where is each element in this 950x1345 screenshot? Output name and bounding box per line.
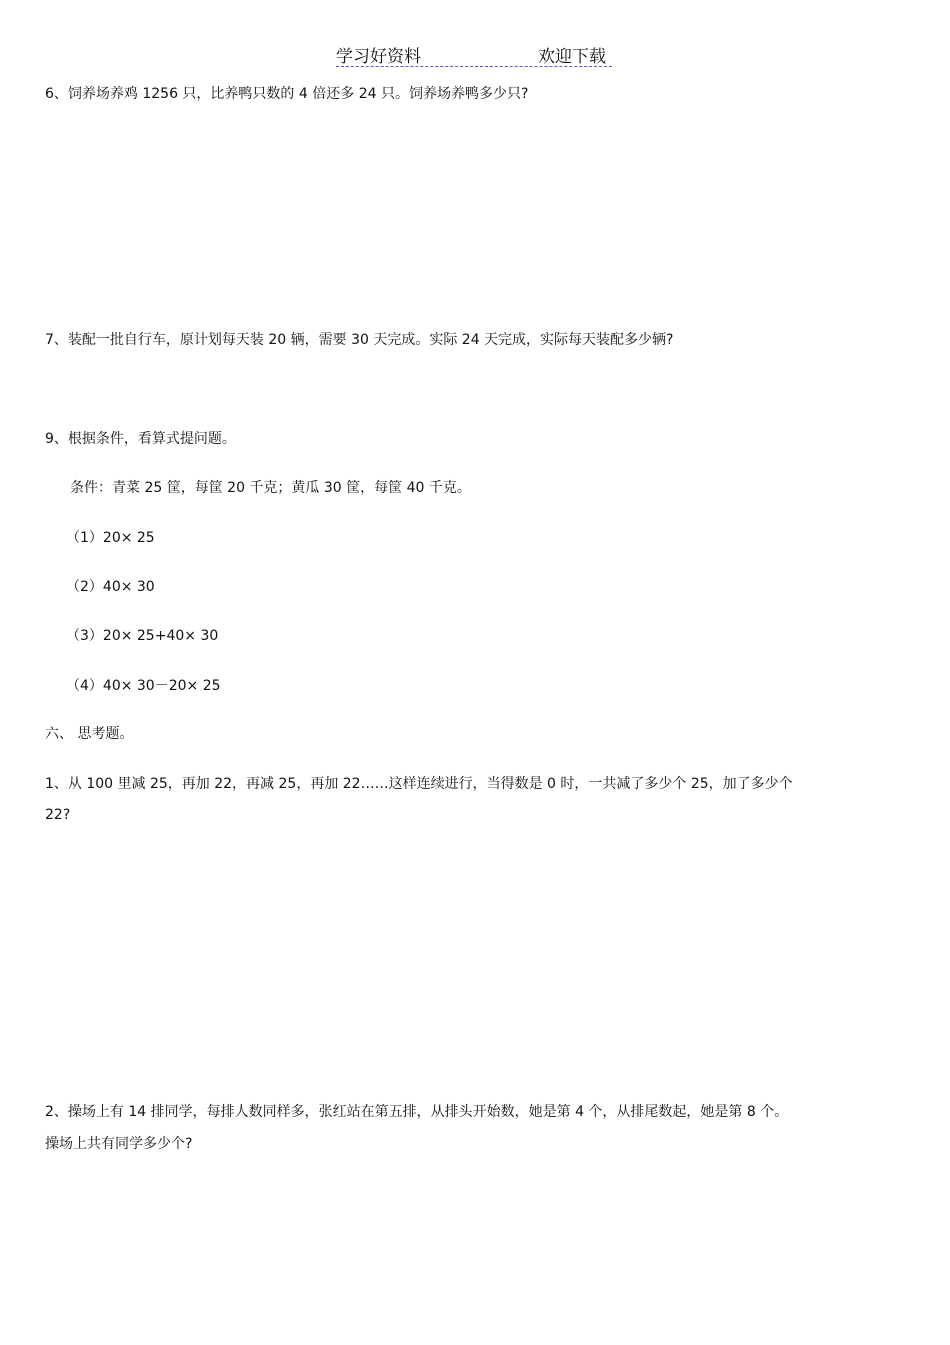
header-right-text: 欢迎下载 (538, 47, 606, 67)
question-9-item-4: （4）40× 30－20× 25 (66, 678, 221, 694)
question-9-condition: 条件：青菜 25 筐，每筐 20 千克；黄瓜 30 筐，每筐 40 千克。 (70, 480, 471, 496)
think-question-2-line-1: 2、操场上有 14 排同学，每排人数同样多，张红站在第五排，从排头开始数，她是第 4 个，从排尾数起，她是第 8 个。 (45, 1104, 789, 1120)
think-question-1-line-2: 22? (45, 807, 71, 823)
question-7: 7、装配一批自行车，原计划每天装 20 辆，需要 30 天完成。实际 24 天完成，实际每天装配多少辆? (45, 332, 674, 348)
question-9-title: 9、根据条件，看算式提问题。 (45, 431, 236, 447)
page-header (336, 40, 612, 67)
header-left-text: 学习好资料 (336, 47, 421, 67)
question-9-item-2: （2）40× 30 (66, 579, 155, 595)
question-9-item-1: （1）20× 25 (66, 530, 155, 546)
think-question-2-line-2: 操场上共有同学多少个? (45, 1136, 193, 1152)
question-9-item-3: （3）20× 25+40× 30 (66, 628, 219, 644)
think-question-1-line-1: 1、从 100 里减 25，再加 22，再减 25，再加 22……这样连续进行，当得数是 0 时，一共减了多少个 25，加了多少个 (45, 776, 793, 792)
section-6-heading: 六、 思考题。 (45, 726, 134, 742)
question-6: 6、饲养场养鸡 1256 只，比养鸭只数的 4 倍还多 24 只。饲养场养鸭多少只? (45, 86, 529, 102)
